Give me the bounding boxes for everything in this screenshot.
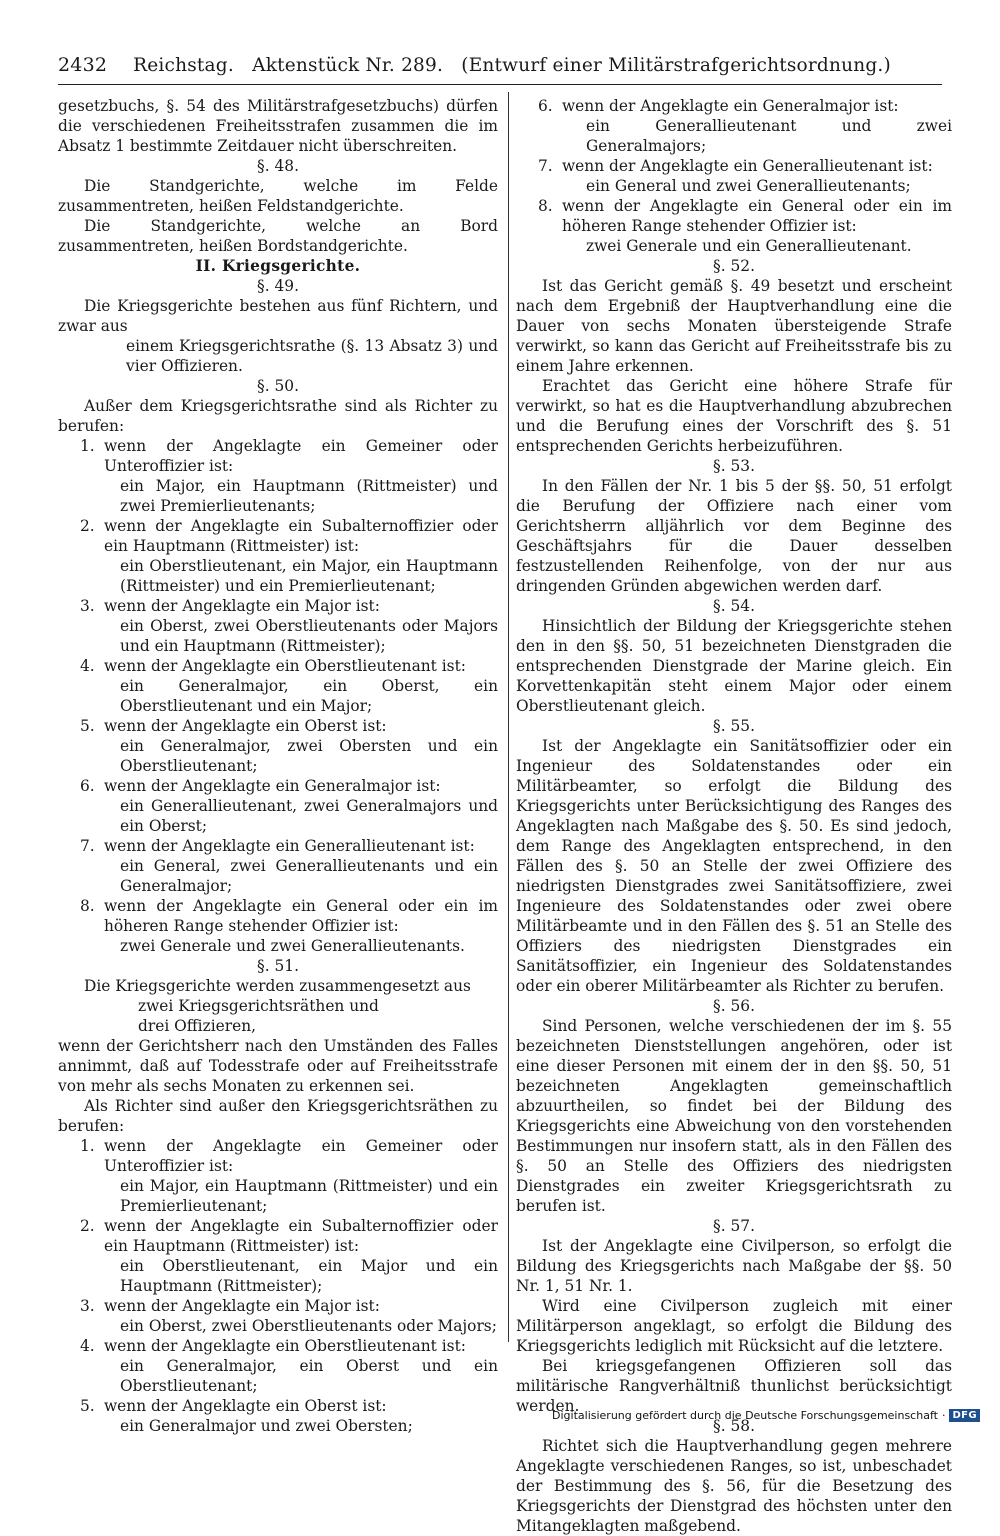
section-number: §. 52. — [713, 257, 755, 275]
chapter-heading: II. Kriegsgerichte. — [195, 257, 361, 275]
digitization-credit: Digitalisierung gefördert durch die Deutsche Forschungsgemeinschaft · DFG — [552, 1409, 980, 1422]
header-rule — [58, 84, 942, 85]
list-item-judges: ein Generalmajor, zwei Obersten und ein Oberstlieutenant; — [120, 737, 498, 775]
section-number: §. 51. — [257, 957, 299, 975]
list-item-judges: ein Generallieutenant und zwei Generalmajors; — [586, 117, 952, 155]
list-item-judges: zwei Generale und ein Generallieutenant. — [586, 237, 912, 255]
list-item: 8. wenn der Angeklagte ein General oder ein im höheren Range stehender Offizier ist: — [80, 897, 498, 935]
list-item-judges: ein Generallieutenant, zwei Generalmajors und ein Oberst; — [120, 797, 498, 835]
right-column — [516, 96, 952, 1536]
paragraph: Ist der Angeklagte eine Civilperson, so erfolgt die Bildung des Kriegsgerichts nach Maßgabe der §§. 50 Nr. 1, 51 Nr. 1. — [516, 1237, 952, 1295]
list-item: 5. wenn der Angeklagte ein Oberst ist: — [80, 717, 387, 735]
section-number: §. 56. — [713, 997, 755, 1015]
list-item: 7. wenn der Angeklagte ein Generallieutenant ist: — [80, 837, 475, 855]
list-item-judges: ein General, zwei Generallieutenants und ein Generalmajor; — [120, 857, 498, 895]
list-item-judges: ein Generalmajor, ein Oberst und ein Oberstlieutenant; — [120, 1357, 498, 1395]
list-item-judges: ein Generalmajor und zwei Obersten; — [120, 1417, 413, 1435]
list-item-judges: zwei Generale und zwei Generallieutenants. — [120, 937, 465, 955]
left-column — [58, 96, 498, 1436]
paragraph: Die Kriegsgerichte bestehen aus fünf Richtern, und zwar aus — [58, 297, 498, 335]
paragraph: Die Standgerichte, welche an Bord zusammentreten, heißen Bordstandgerichte. — [58, 217, 498, 255]
list-item: 7. wenn der Angeklagte ein Generallieutenant ist: — [538, 157, 933, 175]
rank-list-50 — [58, 436, 498, 956]
list-item-judges: ein Oberst, zwei Oberstlieutenants oder Majors; — [120, 1317, 497, 1335]
list-item-judges: ein General und zwei Generallieutenants; — [586, 177, 911, 195]
section-number: §. 53. — [713, 457, 755, 475]
list-item-judges: ein Generalmajor, ein Oberst, ein Oberstlieutenant und ein Major; — [120, 677, 498, 715]
composition-line: drei Offizieren, — [138, 1017, 257, 1035]
list-item: 5. wenn der Angeklagte ein Oberst ist: — [80, 1397, 387, 1415]
paragraph: In den Fällen der Nr. 1 bis 5 der §§. 50, 51 erfolgt die Berufung der Offiziere nach einer vom Gerichtsherrn alljährlich vor dem Beginne des Geschäftsjahrs für die Dauer desselben festzustellenden Reihenfolge, von der nur aus dringenden Gründen abgewichen werden darf. — [516, 477, 952, 595]
section-number: §. 49. — [257, 277, 299, 295]
list-item-judges: ein Oberstlieutenant, ein Major und ein Hauptmann (Rittmeister); — [120, 1257, 498, 1295]
paragraph: Hinsichtlich der Bildung der Kriegsgerichte stehen den in den §§. 50, 51 bezeichneten Dienstgraden die entsprechenden Dienstgrade der Marine gleich. Ein Korvettenkapitän steht einem Major oder einem Oberstlieutenant gleich. — [516, 617, 952, 715]
list-item-judges: ein Major, ein Hauptmann (Rittmeister) und ein Premierlieutenant; — [120, 1177, 498, 1215]
section-number: §. 54. — [713, 597, 755, 615]
list-item: 4. wenn der Angeklagte ein Oberstlieutenant ist: — [80, 657, 466, 675]
paragraph: Als Richter sind außer den Kriegsgerichtsräthen zu berufen: — [58, 1097, 498, 1135]
section-number: §. 58. — [713, 1417, 755, 1435]
paragraph: Ist der Angeklagte ein Sanitätsoffizier oder ein Ingenieur des Soldatenstandes oder ein Militärbeamter, so erfolgt die Bildung des Kriegsgerichts unter Berücksichtigung des Ranges des Angeklagten nach Maßgabe des §. 50. Es sind jedoch, dem Range des Angeklagten entsprechend, in den Fällen des §. 50 an Stelle der zwei Offiziere des niedrigsten Dienstgrades zwei Sanitätsoffiziere, zwei Ingenieure des Soldatenstandes oder zwei obere Militärbeamte und in den Fällen des §. 51 an Stelle des Offiziers des niedrigsten Dienstgrades ein Sanitätsoffizier, ein Ingenieur des Soldatenstandes oder ein oberer Militärbeamter als Richter zu berufen. — [516, 737, 952, 995]
paragraph: Ist das Gericht gemäß §. 49 besetzt und erscheint nach dem Ergebniß der Hauptverhandlung eine die Dauer von sechs Monaten übersteigende Strafe verwirkt, so kann das Gericht auf Freiheitsstrafe bis zu einem Jahre erkennen. — [516, 277, 952, 375]
column-divider — [508, 92, 509, 1342]
list-item: 2. wenn der Angeklagte ein Subalternoffizier oder ein Hauptmann (Rittmeister) ist: — [80, 517, 498, 555]
list-item: 6. wenn der Angeklagte ein Generalmajor ist: — [538, 97, 899, 115]
list-item: 8. wenn der Angeklagte ein General oder ein im höheren Range stehender Offizier ist: — [538, 197, 952, 235]
list-item: 1. wenn der Angeklagte ein Gemeiner oder Unteroffizier ist: — [80, 1137, 498, 1175]
paragraph: wenn der Gerichtsherr nach den Umständen des Falles annimmt, daß auf Todesstrafe oder auf Freiheitsstrafe von mehr als sechs Monaten zu erkennen sei. — [58, 1037, 498, 1095]
list-item: 1. wenn der Angeklagte ein Gemeiner oder Unteroffizier ist: — [80, 437, 498, 475]
page-number: 2432 — [58, 54, 108, 76]
composition-line: einem Kriegsgerichtsrathe (§. 13 Absatz 3) und vier Offizieren. — [126, 337, 498, 375]
list-item: 6. wenn der Angeklagte ein Generalmajor ist: — [80, 777, 441, 795]
list-item: 2. wenn der Angeklagte ein Subalternoffizier oder ein Hauptmann (Rittmeister) ist: — [80, 1217, 498, 1255]
paragraph: Bei kriegsgefangenen Offizieren soll das militärische Rangverhältniß thunlichst berücksichtigt werden. — [516, 1357, 952, 1415]
running-title: Reichstag. Aktenstück Nr. 289. (Entwurf einer Militärstrafgerichtsordnung.) — [133, 55, 891, 76]
section-number: §. 57. — [713, 1217, 755, 1235]
paragraph: Richtet sich die Hauptverhandlung gegen mehrere Angeklagte verschiedenen Ranges, so ist, unbeschadet der Bestimmung des §. 56, für die Besetzung des Kriegsgerichts der Dienstgrad des höchsten unter den Mitangeklagten maßgebend. — [516, 1437, 952, 1535]
list-item-judges: ein Oberst, zwei Oberstlieutenants oder Majors und ein Hauptmann (Rittmeister); — [120, 617, 498, 655]
credit-text: Digitalisierung gefördert durch die Deutsche Forschungsgemeinschaft — [552, 1409, 938, 1422]
page-header — [58, 54, 942, 84]
section-number: §. 48. — [257, 157, 299, 175]
paragraph: Sind Personen, welche verschiedenen der im §. 55 bezeichneten Dienststellungen angehören, oder ist eine dieser Personen mit einem der in den §§. 50, 51 bezeichneten Angeklagten gemeinschaftlich abzuurtheilen, so findet bei der Bildung des Kriegsgerichts eine Abweichung von den vorstehenden Bestimmungen nur insofern statt, als in den Fällen des §. 50 an Stelle des Offiziers des niedrigsten Dienstgrades ein zweiter Kriegsgerichtsrath zu berufen ist. — [516, 1017, 952, 1215]
rank-list-51-continued — [516, 96, 952, 256]
paragraph: Außer dem Kriegsgerichtsrathe sind als Richter zu berufen: — [58, 397, 498, 435]
paragraph: Die Kriegsgerichte werden zusammengesetzt aus — [84, 977, 471, 995]
rank-list-51 — [58, 1136, 498, 1436]
paragraph: Erachtet das Gericht eine höhere Strafe für verwirkt, so hat es die Hauptverhandlung abzubrechen und die Berufung eines der Vorschrift des §. 51 entsprechenden Gerichts herbeizuführen. — [516, 377, 952, 455]
section-number: §. 50. — [257, 377, 299, 395]
list-item: 4. wenn der Angeklagte ein Oberstlieutenant ist: — [80, 1337, 466, 1355]
paragraph: Wird eine Civilperson zugleich mit einer Militärperson angeklagt, so erfolgt die Bildung des Kriegsgerichts lediglich mit Rücksicht auf die letztere. — [516, 1297, 952, 1355]
paragraph: gesetzbuchs, §. 54 des Militärstrafgesetzbuchs) dürfen die verschiedenen Freiheitsstrafen zusammen die im Absatz 1 bestimmte Zeitdauer nicht überschreiten. — [58, 97, 498, 155]
paragraph: Die Standgerichte, welche im Felde zusammentreten, heißen Feldstandgerichte. — [58, 177, 498, 215]
list-item-judges: ein Oberstlieutenant, ein Major, ein Hauptmann (Rittmeister) und ein Premierlieutenant; — [120, 557, 498, 595]
dfg-logo-icon: DFG — [949, 1409, 980, 1422]
list-item: 3. wenn der Angeklagte ein Major ist: — [80, 597, 380, 615]
list-item-judges: ein Major, ein Hauptmann (Rittmeister) und zwei Premierlieutenants; — [120, 477, 498, 515]
list-item: 3. wenn der Angeklagte ein Major ist: — [80, 1297, 380, 1315]
composition-line: zwei Kriegsgerichtsräthen und — [138, 997, 379, 1015]
section-number: §. 55. — [713, 717, 755, 735]
